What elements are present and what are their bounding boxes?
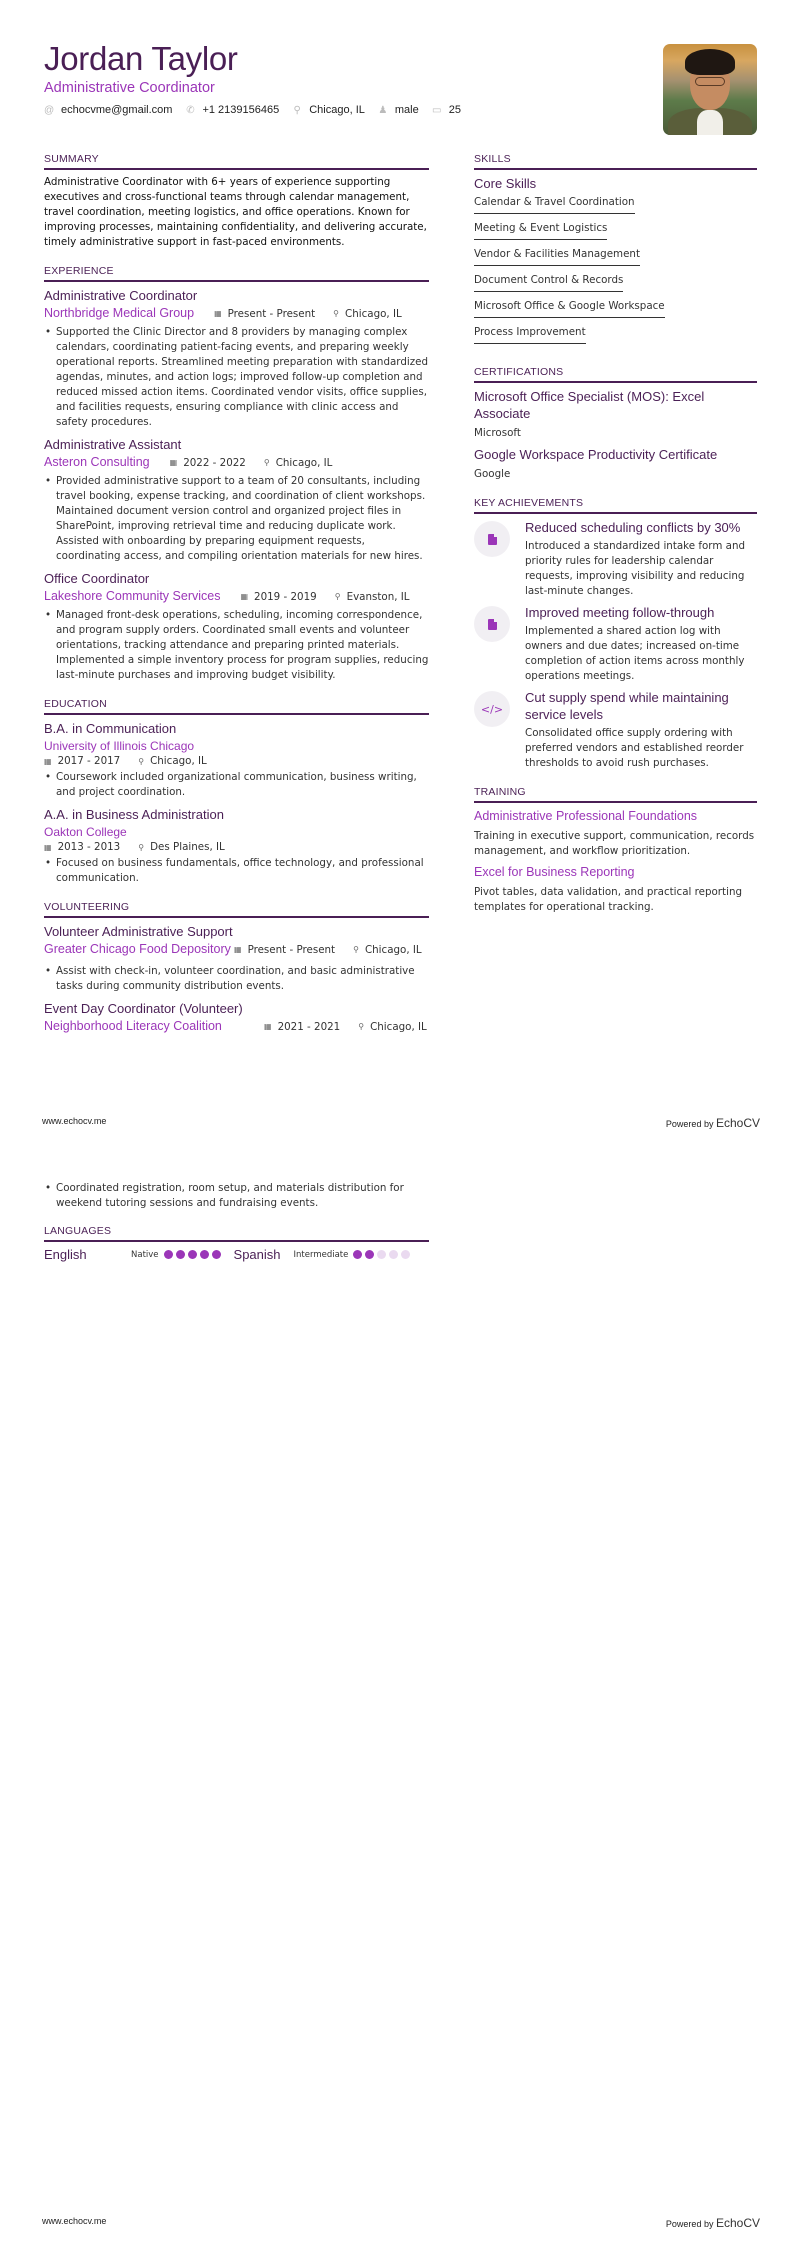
volunteer-dates: ▦ 2021 - 2021 xyxy=(264,1020,341,1033)
photo-glasses xyxy=(695,77,725,86)
bullet-item: • Provided administrative support to a team of 20 consultants, including travel booking, expense tracking, and coordination of client workshops. Maintained document version control and organized project files in SharePoint, improving retrieval time and reducing duplicate work. Assisted with onboarding by preparing equipment requests, coordinating access, and compiling orientation materials for new hires. xyxy=(44,474,429,564)
achievement-item xyxy=(474,519,757,599)
achievement-item xyxy=(474,604,757,684)
contact-location xyxy=(292,104,365,116)
education-heading: EDUCATION xyxy=(44,698,429,715)
calendar-icon: ▦ xyxy=(44,842,52,852)
languages-row xyxy=(44,1247,429,1262)
volunteer-location: ⚲ Chicago, IL xyxy=(353,943,422,956)
bullet-item: • Supported the Clinic Director and 8 providers by managing complex calendars, coordinating patient-facing events, and preparing weekly operational reports. Streamlined meeting preparation with standardized agendas, minutes, and action logs; improved follow-up completion and reduced missed action items. Coordinated vendor visits, office supplies, and facilities requests, ensuring compliance with clinic access and safety procedures. xyxy=(44,325,429,430)
language-level: Intermediate xyxy=(293,1249,349,1260)
job-title: Office Coordinator xyxy=(44,571,150,586)
resume-page-2 xyxy=(0,1123,794,2246)
skills-heading: SKILLS xyxy=(474,153,757,170)
skills-section xyxy=(474,153,757,351)
job-meta xyxy=(44,588,429,605)
gender-value: male xyxy=(394,104,419,116)
skill-group-title: Core Skills xyxy=(474,176,537,191)
company-name: Lakeshore Community Services xyxy=(44,589,221,603)
org-name: Greater Chicago Food Depository xyxy=(44,942,231,956)
skills-list xyxy=(474,195,757,351)
bullet-item: • Focused on business fundamentals, office technology, and professional communication. xyxy=(44,856,429,886)
photo-shirt xyxy=(697,110,723,135)
location-pin-icon: ⚲ xyxy=(138,756,145,766)
job-bullets xyxy=(44,325,429,430)
education-entry xyxy=(44,806,429,886)
bullet-item: • Coursework included organizational communication, business writing, and project coordination. xyxy=(44,770,429,800)
contact-age xyxy=(432,104,461,116)
education-dates: ▦ 2013 - 2013 xyxy=(44,841,121,853)
left-column-continued xyxy=(44,1178,429,1277)
resume-header xyxy=(44,40,474,116)
achievement-desc: Introduced a standardized intake form and priority rules for leadership calendar requests, improving visibility and reducing last-minute changes. xyxy=(525,540,746,597)
rating-dot-filled xyxy=(188,1250,197,1259)
location-pin-icon: ⚲ xyxy=(358,1022,365,1031)
footer-brand[interactable]: EchoCV xyxy=(715,2216,760,2230)
language-name: Spanish xyxy=(233,1247,281,1262)
bullet-item: • Assist with check-in, volunteer coordination, and basic administrative tasks during community distribution events. xyxy=(44,964,429,994)
training-desc: Training in executive support, communication, records management, and workflow prioritization. xyxy=(474,830,755,857)
skill-item: Meeting & Event Logistics xyxy=(474,221,607,240)
job-dates: ▦ 2019 - 2019 xyxy=(240,590,317,603)
candidate-name: Jordan Taylor xyxy=(44,40,238,77)
job-dates: ▦ 2022 - 2022 xyxy=(169,456,246,469)
location-pin-icon: ⚲ xyxy=(353,945,359,954)
volunteer-dates: ▦ Present - Present xyxy=(234,943,336,956)
rating-dot-empty xyxy=(401,1250,410,1259)
languages-heading: LANGUAGES xyxy=(44,1225,429,1242)
job-location: ⚲ Chicago, IL xyxy=(333,307,402,320)
education-location: ⚲ Des Plaines, IL xyxy=(138,841,225,853)
volunteer-bullets xyxy=(44,964,429,994)
page-footer xyxy=(42,2216,760,2230)
footer-powered: Powered by EchoCV xyxy=(665,1116,760,1130)
left-column xyxy=(44,153,429,1050)
at-icon: @ xyxy=(44,104,55,116)
age-value: 25 xyxy=(448,104,461,116)
training-heading: TRAINING xyxy=(474,786,757,803)
person-icon: ♟ xyxy=(378,104,388,116)
footer-url[interactable]: www.echocv.me xyxy=(42,1116,107,1126)
skill-item: Process Improvement xyxy=(474,325,586,344)
certifications-heading: CERTIFICATIONS xyxy=(474,366,757,383)
education-bullets xyxy=(44,856,429,886)
certifications-section xyxy=(474,366,757,482)
footer-brand[interactable]: EchoCV xyxy=(715,1116,760,1130)
rating-dot-filled xyxy=(353,1250,362,1259)
cert-issuer: Microsoft xyxy=(474,427,521,439)
calendar-icon: ▭ xyxy=(431,104,442,116)
volunteer-role: Event Day Coordinator (Volunteer) xyxy=(44,1001,243,1016)
code-icon: </> xyxy=(474,691,510,727)
job-location: ⚲ Chicago, IL xyxy=(263,456,333,469)
achievement-title: Cut supply spend while maintaining service levels xyxy=(525,690,729,722)
volunteer-entry xyxy=(44,923,429,994)
calendar-icon: ▦ xyxy=(234,945,242,954)
summary-section xyxy=(44,153,429,250)
volunteer-location: ⚲ Chicago, IL xyxy=(358,1020,427,1033)
company-name: Asteron Consulting xyxy=(44,455,150,469)
rating-dot-empty xyxy=(377,1250,386,1259)
education-entry xyxy=(44,720,429,800)
footer-url[interactable]: www.echocv.me xyxy=(42,2216,107,2226)
calendar-icon: ▦ xyxy=(169,458,178,467)
invoice-icon xyxy=(474,521,510,557)
candidate-role: Administrative Coordinator xyxy=(44,80,215,96)
location-pin-icon: ⚲ xyxy=(263,458,270,467)
report-icon xyxy=(474,606,510,642)
calendar-icon: ▦ xyxy=(240,592,249,601)
cert-issuer: Google xyxy=(474,468,511,480)
achievement-desc: Consolidated office supply ordering with preferred vendors and established reorder thresholds to avoid rush purchases. xyxy=(525,727,744,769)
training-desc: Pivot tables, data validation, and practical reporting templates for operational tracking. xyxy=(474,886,743,913)
degree-title: B.A. in Communication xyxy=(44,721,177,736)
location-pin-icon: ⚲ xyxy=(334,592,341,601)
volunteering-section xyxy=(44,901,429,1035)
calendar-icon: ▦ xyxy=(214,309,222,318)
volunteer-entry xyxy=(44,1000,429,1035)
contact-gender xyxy=(378,104,419,116)
contact-row xyxy=(44,104,474,116)
skill-item: Calendar & Travel Coordination xyxy=(474,195,635,214)
skill-item: Document Control & Records xyxy=(474,273,623,292)
location-value: Chicago, IL xyxy=(309,104,365,116)
education-bullets xyxy=(44,770,429,800)
education-location: ⚲ Chicago, IL xyxy=(138,755,207,767)
rating-dot-empty xyxy=(389,1250,398,1259)
email-value: echocvme@gmail.com xyxy=(61,104,173,116)
phone-icon: ✆ xyxy=(186,104,195,116)
language-rating xyxy=(353,1250,413,1259)
summary-heading: SUMMARY xyxy=(44,153,429,170)
education-section xyxy=(44,698,429,886)
languages-section xyxy=(44,1225,429,1262)
achievements-heading: KEY ACHIEVEMENTS xyxy=(474,497,757,514)
volunteer-bullets xyxy=(44,1181,429,1211)
photo-hair xyxy=(685,49,735,75)
calendar-icon: ▦ xyxy=(44,756,52,766)
education-dates: ▦ 2017 - 2017 xyxy=(44,755,121,767)
bullet-item: • Managed front-desk operations, scheduling, incoming correspondence, and program supply orders. Coordinated small events and volunteer orientations, tracking attendance and preparing printed materials. Implemented a simple inventory process for program supplies, reducing last-minute purchases and improving budget visibility. xyxy=(44,608,429,683)
contact-email[interactable] xyxy=(44,104,172,116)
skill-item: Vendor & Facilities Management xyxy=(474,247,640,266)
phone-value: +1 2139156465 xyxy=(202,104,280,116)
training-title: Administrative Professional Foundations xyxy=(474,809,698,823)
summary-text: Administrative Coordinator with 6+ years of experience supporting executives and cross-functional teams through calendar management, travel coordination, meeting logistics, and office operations. Known for improving processes, maintaining confidentiality, and delivering accurate, timely administrative support in fast-paced environments. xyxy=(44,176,427,248)
job-bullets xyxy=(44,474,429,564)
cert-name: Microsoft Office Specialist (MOS): Excel Associate xyxy=(474,389,705,421)
location-pin-icon: ⚲ xyxy=(138,842,145,852)
calendar-icon: ▦ xyxy=(264,1022,272,1031)
job-title: Administrative Coordinator xyxy=(44,288,198,303)
job-meta xyxy=(44,305,429,322)
job-title: Administrative Assistant xyxy=(44,437,182,452)
right-column xyxy=(474,153,757,930)
volunteering-heading: VOLUNTEERING xyxy=(44,901,429,918)
contact-phone[interactable] xyxy=(185,104,279,116)
job-meta xyxy=(44,454,429,471)
job-bullets xyxy=(44,608,429,683)
experience-section xyxy=(44,265,429,683)
profile-photo xyxy=(663,44,757,135)
bullet-item: • Coordinated registration, room setup, and materials distribution for weekend tutoring sessions and fundraising events. xyxy=(44,1181,429,1211)
footer-powered: Powered by EchoCV xyxy=(665,2216,760,2230)
achievement-title: Reduced scheduling conflicts by 30% xyxy=(525,520,741,535)
achievement-title: Improved meeting follow-through xyxy=(525,605,715,620)
org-name: Neighborhood Literacy Coalition xyxy=(44,1019,222,1033)
achievements-section xyxy=(474,497,757,771)
achievement-item xyxy=(474,689,757,771)
experience-heading: EXPERIENCE xyxy=(44,265,429,282)
degree-title: A.A. in Business Administration xyxy=(44,807,224,822)
rating-dot-filled xyxy=(365,1250,374,1259)
location-pin-icon: ⚲ xyxy=(333,309,340,318)
experience-entry xyxy=(44,436,429,564)
achievement-desc: Implemented a shared action log with owners and due dates; increased on-time completion of action items across monthly operations meetings. xyxy=(525,625,745,682)
training-title: Excel for Business Reporting xyxy=(474,865,635,879)
volunteer-meta xyxy=(44,1018,429,1035)
language-rating xyxy=(164,1250,224,1259)
experience-entry xyxy=(44,570,429,683)
company-name: Northbridge Medical Group xyxy=(44,306,195,320)
school-name: University of Illinois Chicago xyxy=(44,739,195,753)
education-meta xyxy=(44,841,429,853)
experience-entry xyxy=(44,287,429,430)
job-dates: ▦ Present - Present xyxy=(214,307,316,320)
cert-name: Google Workspace Productivity Certificate xyxy=(474,447,718,462)
education-meta xyxy=(44,755,429,767)
rating-dot-filled xyxy=(176,1250,185,1259)
rating-dot-filled xyxy=(200,1250,209,1259)
location-icon: ⚲ xyxy=(293,104,301,116)
volunteer-role: Volunteer Administrative Support xyxy=(44,924,233,939)
skill-item: Microsoft Office & Google Workspace xyxy=(474,299,665,318)
language-name: English xyxy=(44,1247,87,1262)
rating-dot-filled xyxy=(212,1250,221,1259)
volunteer-meta xyxy=(44,941,429,958)
training-section xyxy=(474,786,757,915)
language-level: Native xyxy=(131,1249,159,1260)
job-location: ⚲ Evanston, IL xyxy=(334,590,410,603)
rating-dot-filled xyxy=(164,1250,173,1259)
school-name: Oakton College xyxy=(44,825,127,839)
